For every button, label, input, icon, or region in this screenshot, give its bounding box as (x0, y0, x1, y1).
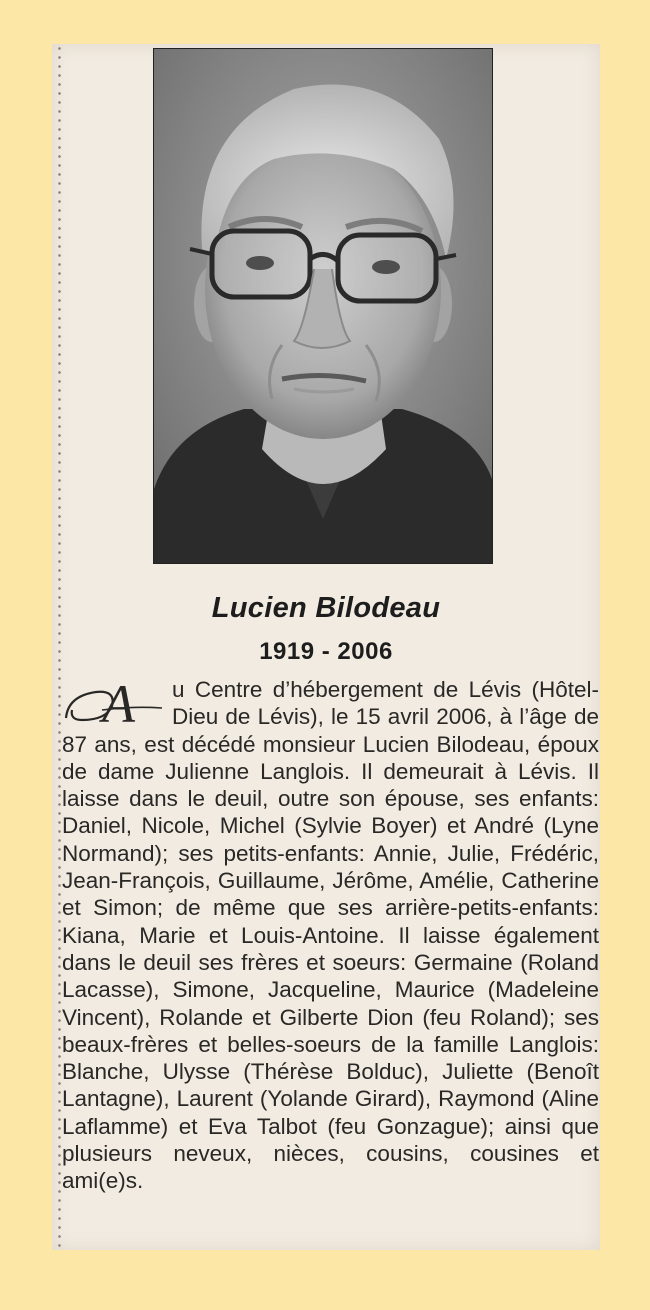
portrait-photo (153, 48, 493, 564)
drop-cap-letter: A (102, 680, 135, 728)
obituary-text (62, 676, 599, 1195)
life-years: 1919 - 2006 (259, 638, 393, 665)
newspaper-clipping (52, 44, 600, 1250)
obituary-body: u Centre d’hébergement de Lévis (Hôtel-Dieu de Lévis), le 15 avril 2006, à l’âge de 87 ans, est décédé monsieur Lucien Bilodeau, époux de dame Julienne Langlois. Il demeurait à Lévis. Il laisse dans le deuil, outre son épouse, ses enfants: Daniel, Nicole, Michel (Sylvie Boyer) et André (Lyne Normand); ses petits-enfants: Annie, Julie, Frédéric, Jean-François, Guillaume, Jérôme, Amélie, Catherine et Simon; de même que ses arrière-petits-enfants: Kiana, Marie et Louis-Antoine. Il laisse également dans le deuil ses frères et soeurs: Germaine (Roland Lacasse), Simone, Jacqueline, Maurice (Madeleine Vincent), Rolande et Gilberte Dion (feu Roland); ses beaux-frères et belles-soeurs de la famille Langlois: Blanche, Ulysse (Thérèse Bolduc), Juliette (Benoît Lantagne), Laurent (Yolande Girard), Raymond (Aline Laflamme) et Eva Talbot (feu Gonzague); ainsi que plusieurs neveux, nièces, cousins, cousines et ami(e)s. (62, 677, 599, 1194)
decorative-drop-cap (62, 680, 166, 728)
deceased-name: Lucien Bilodeau (211, 592, 441, 624)
